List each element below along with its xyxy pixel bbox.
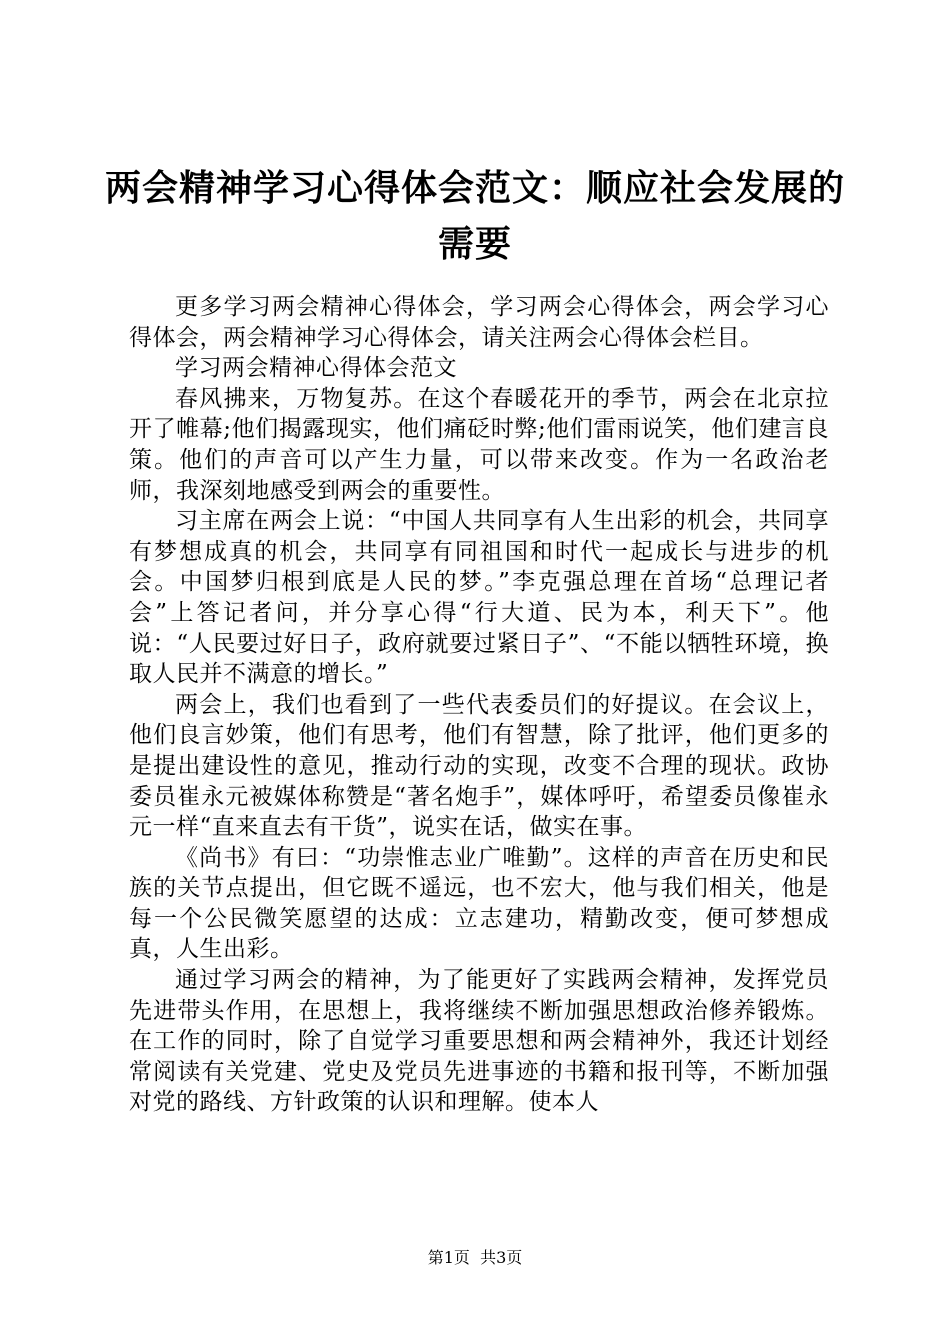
page-number-footer: 第1页 共3页 xyxy=(427,1248,523,1267)
paragraph-proposals: 两会上，我们也看到了一些代表委员们的好提议。在会议上，他们良言妙策，他们有思考，他们有智慧，除了批评，他们更多的是提出建设性的意见，推动行动的实现，改变不合理的现状。政协委员崔永元被媒体称赞是“著名炮手”，媒体呼吁，希望委员像崔永元一样“直来直去有干货”，说实在话，做实在事。 xyxy=(129,691,829,841)
document-body xyxy=(129,292,829,1118)
paragraph-shangshu: 《尚书》有曰：“功崇惟志业广唯勤”。这样的声音在历史和民族的关节点提出，但它既不遥远，也不宏大，他与我们相关，他是每一个公民微笑愿望的达成：立志建功，精勤改变，便可梦想成真，人生出彩。 xyxy=(129,844,829,963)
paragraph-practice: 通过学习两会的精神，为了能更好了实践两会精神，发挥党员先进带头作用，在思想上，我将继续不断加强思想政治修养锻炼。在工作的同时，除了自觉学习重要思想和两会精神外，我还计划经常阅读有关党建、党史及党员先进事迹的书籍和报刊等，不断加强对党的路线、方针政策的认识和理解。使本人 xyxy=(129,967,829,1116)
document-title: 两会精神学习心得体会范文：顺应社会发展的需要 xyxy=(104,167,845,265)
paragraph-quote: 习主席在两会上说：“中国人共同享有人生出彩的机会，共同享有梦想成真的机会，共同享有同祖国和时代一起成长与进步的机会。中国梦归根到底是人民的梦。”李克强总理在首场“总理记者会”上答记者问，并分享心得“行大道、民为本，利天下”。他说：“人民要过好日子，政府就要过紧日子”、“不能以牺牲环境，换取人民并不满意的增长。” xyxy=(129,508,829,688)
paragraph-subheading: 学习两会精神心得体会范文 xyxy=(175,355,457,382)
paragraph-intro: 更多学习两会精神心得体会，学习两会心得体会，两会学习心得体会，两会精神学习心得体会，请关注两会心得体会栏目。 xyxy=(129,294,829,351)
paragraph-spring: 春风拂来，万物复苏。在这个春暖花开的季节，两会在北京拉开了帷幕;他们揭露现实，他们痛砭时弊;他们雷雨说笑，他们建言良策。他们的声音可以产生力量，可以带来改变。作为一名政治老师，我深刻地感受到两会的重要性。 xyxy=(129,385,829,504)
